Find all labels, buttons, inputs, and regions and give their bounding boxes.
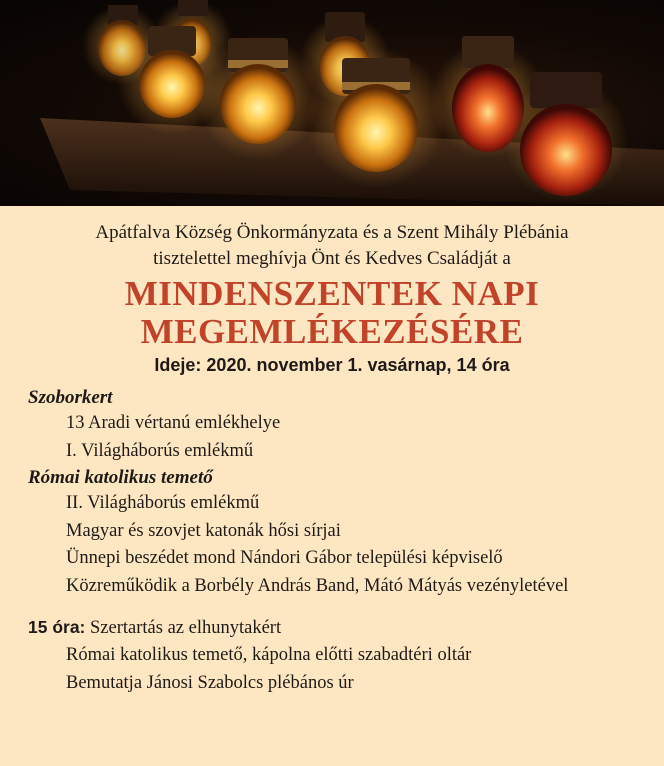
section-title: Szoborkert: [28, 387, 113, 408]
list-item: 13 Aradi vértanú emlékhelye: [66, 413, 281, 433]
title-line: MEGEMLÉKEZÉSÉRE: [140, 312, 524, 351]
grave-candles-photo: [0, 0, 664, 206]
intro: [0, 206, 664, 272]
section-title: Római katolikus temető: [28, 467, 213, 488]
event-date: Ideje: 2020. november 1. vasárnap, 14 óra: [154, 355, 510, 375]
page-title: [0, 275, 664, 351]
mass-title: Szertartás az elhunytakért: [90, 618, 282, 638]
invitation-text: [0, 206, 664, 766]
list-item: Bemutatja Jánosi Szabolcs plébános úr: [66, 672, 354, 693]
list-item: Magyar és szovjet katonák hősi sírjai: [66, 520, 341, 541]
list-item: Ünnepi beszédet mond Nándori Gábor települési képviselő: [66, 548, 503, 568]
intro-line: Apátfalva Község Önkormányzata és a Szent Mihály Plébánia: [95, 222, 569, 243]
list-item: I. Világháborús emlékmű: [66, 440, 254, 461]
list-item: Római katolikus temető, kápolna előtti szabadtéri oltár: [66, 645, 472, 665]
program: [0, 385, 664, 697]
mass-heading: [28, 614, 664, 642]
mass-time: 15 óra:: [28, 617, 86, 637]
list-item: Közreműködik a Borbély András Band, Mátó Mátyás vezényletével: [66, 575, 569, 596]
candle: [306, 48, 446, 188]
candles-illustration: [0, 0, 664, 206]
intro-line: tisztelettel meghívja Önt és Kedves Családját a: [153, 248, 511, 269]
list-item: II. Világháborús emlékmű: [66, 493, 260, 513]
title-line: MINDENSZENTEK NAPI: [124, 274, 540, 313]
